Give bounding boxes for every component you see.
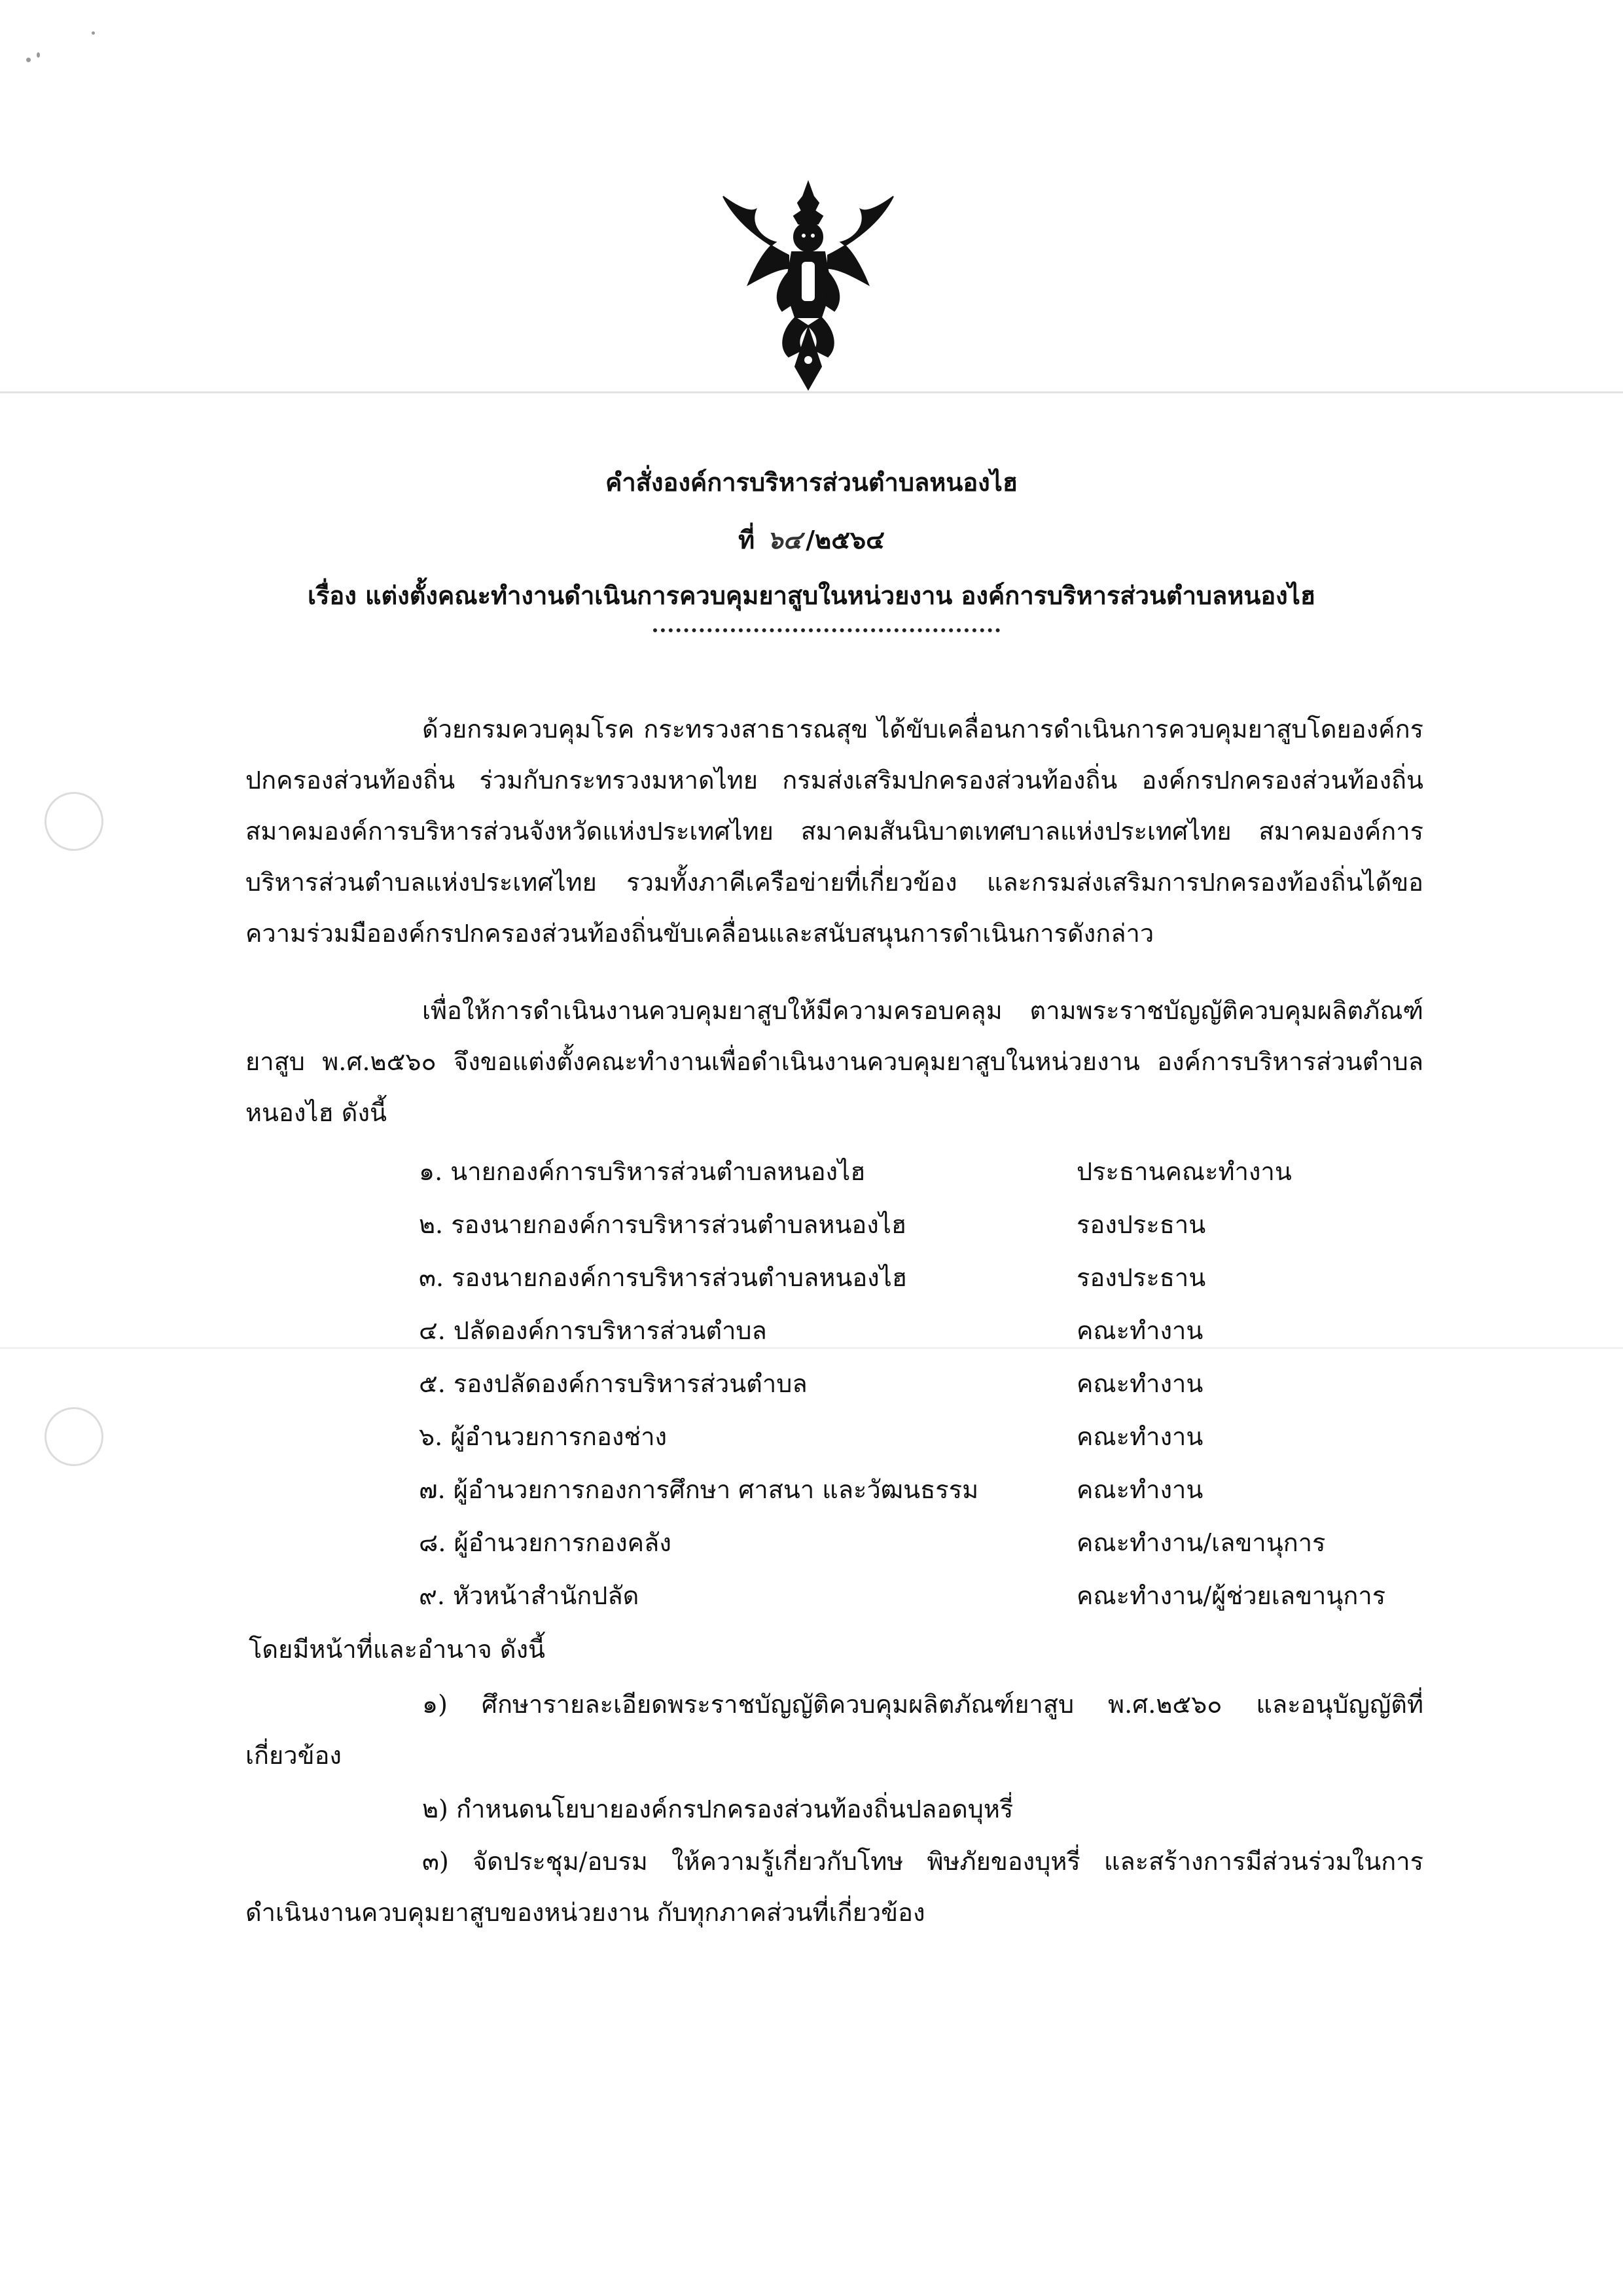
scan-fold-line: [0, 1347, 1623, 1349]
member-name: ๕. รองปลัดองค์การบริหารส่วนตำบล: [419, 1369, 808, 1398]
member-name: ๖. ผู้อำนวยการกองช่าง: [419, 1422, 668, 1451]
member-role: รองประธาน: [1077, 1210, 1206, 1239]
member-name: ๔. ปลัดองค์การบริหารส่วนตำบล: [419, 1316, 767, 1345]
paragraph-appointment: เพื่อให้การดำเนินงานควบคุมยาสูบให้มีความครอบคลุม ตามพระราชบัญญัติควบคุมผลิตภัณฑ์ยาสูบ พ.ศ.๒๕๖๐ จึงขอแต่งตั้งคณะทำงานเพื่อดำเนินงานควบคุมยาสูบในหน่วยงาน องค์การบริหารส่วนตำบลหนองไฮ ดังนี้: [245, 996, 1423, 1127]
punch-hole: [45, 792, 103, 851]
member-name: ๗. ผู้อำนวยการกองการศึกษา ศาสนา และวัฒนธรรม: [419, 1475, 979, 1504]
member-role: ประธานคณะทำงาน: [1077, 1157, 1292, 1186]
member-name: ๒. รองนายกองค์การบริหารส่วนตำบลหนองไฮ: [419, 1210, 907, 1239]
duties-heading: โดยมีหน้าที่และอำนาจ ดังนี้: [249, 1635, 546, 1664]
dotted-separator: [653, 628, 1000, 632]
member-role: คณะทำงาน: [1077, 1316, 1204, 1345]
scan-speck: [37, 52, 40, 58]
member-role: คณะทำงาน: [1077, 1369, 1204, 1398]
member-name: ๘. ผู้อำนวยการกองคลัง: [419, 1528, 671, 1557]
order-number-prefix: ที่: [738, 525, 755, 554]
order-number-handwritten: ๖๔: [767, 526, 802, 554]
member-role: คณะทำงาน/ผู้ช่วยเลขานุการ: [1077, 1581, 1386, 1610]
member-role: คณะทำงาน/เลขานุการ: [1077, 1528, 1326, 1557]
duty-item: ๒) กำหนดนโยบายองค์กรปกครองส่วนท้องถิ่นปลอดบุหรี่: [422, 1795, 1014, 1823]
order-subject: เรื่อง แต่งตั้งคณะทำงานดำเนินการควบคุมยาสูบในหน่วยงาน องค์การบริหารส่วนตำบลหนองไฮ: [307, 581, 1316, 610]
order-number-suffix: /๒๕๖๔: [806, 525, 885, 554]
scan-speck: [92, 31, 95, 35]
punch-hole: [45, 1407, 103, 1466]
order-title: คำสั่งองค์การบริหารส่วนตำบลหนองไฮ: [605, 467, 1018, 497]
member-role: รองประธาน: [1077, 1263, 1206, 1292]
member-role: คณะทำงาน: [1077, 1475, 1204, 1504]
member-role: คณะทำงาน: [1077, 1422, 1204, 1451]
garuda-emblem-icon: [710, 177, 906, 393]
duty-item: ๓) จัดประชุม/อบรม ให้ความรู้เกี่ยวกับโทษ พิษภัยของบุหรี่ และสร้างการมีส่วนร่วมในการดำเนินงานควบคุมยาสูบของหน่วยงาน กับทุกภาคส่วนที่เกี่ยวข้อง: [245, 1847, 1423, 1927]
order-number: [0, 524, 1623, 556]
paragraph-background: ด้วยกรมควบคุมโรค กระทรวงสาธารณสุข ได้ขับเคลื่อนการดำเนินการควบคุมยาสูบโดยองค์กรปกครองส่วนท้องถิ่น ร่วมกับกระทรวงมหาดไทย กรมส่งเสริมปกครองส่วนท้องถิ่น องค์กรปกครองส่วนท้องถิ่น สมาคมองค์การบริหารส่วนจังหวัดแห่งประเทศไทย สมาคมสันนิบาตเทศบาลแห่งประเทศไทย สมาคมองค์การบริหารส่วนตำบลแห่งประเทศไทย รวมทั้งภาคีเครือข่ายที่เกี่ยวข้อง และกรมส่งเสริมการปกครองท้องถิ่นได้ขอความร่วมมือองค์กรปกครองส่วนท้องถิ่นขับเคลื่อนและสนับสนุนการดำเนินการดังกล่าว: [245, 715, 1423, 948]
member-name: ๓. รองนายกองค์การบริหารส่วนตำบลหนองไฮ: [419, 1263, 908, 1292]
member-name: ๙. หัวหน้าสำนักปลัด: [419, 1581, 639, 1610]
duty-item: ๑) ศึกษารายละเอียดพระราชบัญญัติควบคุมผลิตภัณฑ์ยาสูบ พ.ศ.๒๕๖๐ และอนุบัญญัติที่เกี่ยวข้อง: [245, 1690, 1423, 1770]
scan-speck: [26, 58, 31, 62]
member-name: ๑. นายกองค์การบริหารส่วนตำบลหนองไฮ: [419, 1157, 866, 1186]
